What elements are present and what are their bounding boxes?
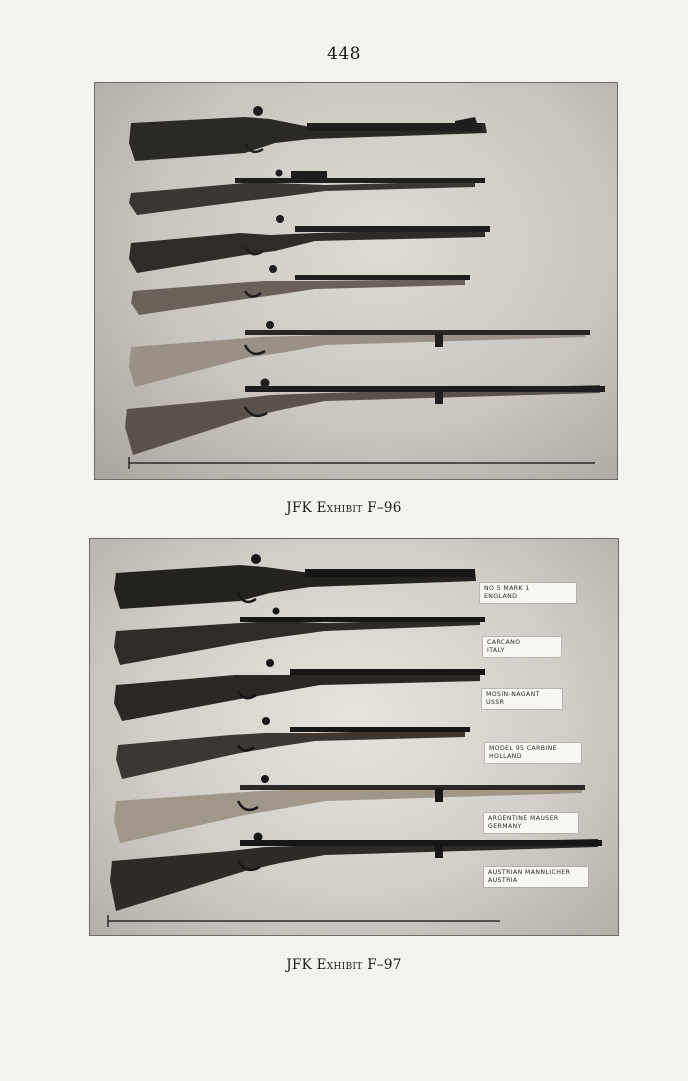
caption-suffix: F–97 [362, 957, 402, 973]
rifle-argentine-mauser [129, 321, 590, 387]
measuring-scale [108, 915, 500, 927]
caption-small-caps: Exhibit [316, 500, 363, 516]
exhibit-f97-caption [0, 957, 688, 973]
label-model95-holland: MODEL 95 CARBINE HOLLAND [485, 743, 581, 763]
label-argentine-mauser-germany: ARGENTINE MAUSER GERMANY [484, 813, 578, 833]
label-no5-england: NO 5 MARK 1 ENGLAND [480, 583, 576, 603]
label-austrian-mannlicher-austria: AUSTRIAN MANNLICHER AUSTRIA [484, 867, 588, 887]
rifles-photo-f96 [95, 83, 617, 479]
caption-prefix: JFK [286, 957, 317, 973]
rifle-carcano [129, 170, 485, 216]
rifle-no5-mark1 [129, 106, 487, 161]
caption-small-caps: Exhibit [316, 957, 363, 973]
rifle-no5-mark1 [114, 554, 476, 609]
measuring-scale [129, 457, 595, 469]
rifle-mosin-nagant [114, 659, 485, 721]
exhibit-f96-caption [0, 500, 688, 516]
exhibit-f96-photo [94, 82, 618, 480]
exhibit-f97-photo [89, 538, 619, 936]
rifle-mosin-nagant [129, 215, 490, 273]
caption-suffix: F–96 [362, 500, 402, 516]
page-number: 448 [327, 44, 361, 64]
caption-prefix: JFK [286, 500, 317, 516]
label-carcano-italy: CARCANO ITALY [483, 637, 561, 657]
label-mosin-nagant-ussr: MOSIN-NAGANT USSR [482, 689, 562, 709]
rifle-model95-carbine [116, 717, 470, 779]
rifle-carcano [114, 608, 485, 666]
rifle-austrian-mannlicher [125, 379, 605, 456]
rifle-model95-carbine [131, 265, 470, 315]
